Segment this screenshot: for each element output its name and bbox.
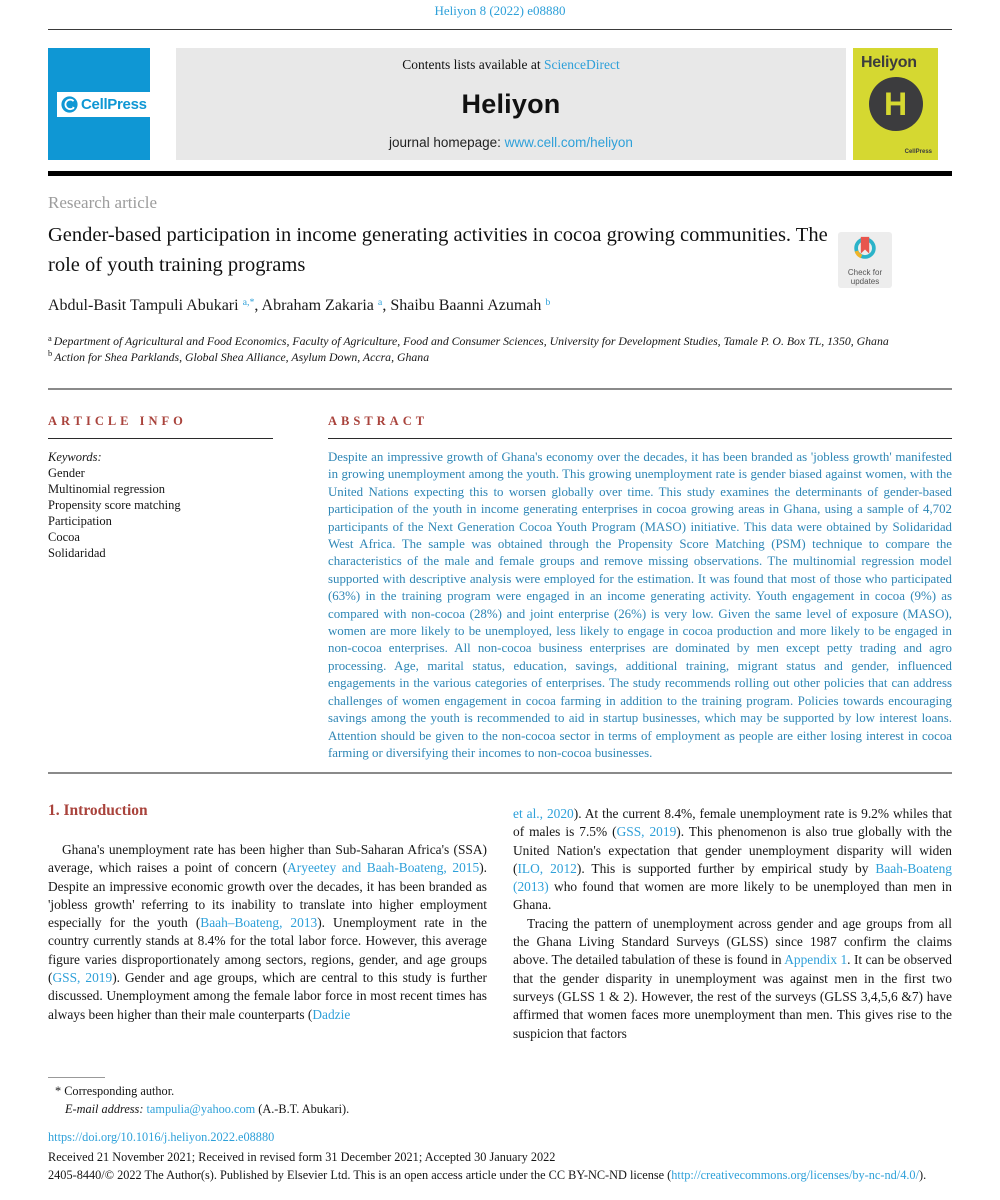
header-citation-link[interactable]: Heliyon 8 (2022) e08880 <box>434 3 566 18</box>
intro-column-right <box>513 805 952 1043</box>
footer-block <box>48 1129 952 1184</box>
affiliation-b: $^b$ Action for Shea Parklands, Global Shea Alliance, Asylum Down, Accra, Ghana <box>48 348 430 364</box>
text-segment: who found that women are more likely to be unemployed than men in Ghana. <box>513 879 952 913</box>
authors-line <box>48 297 828 315</box>
inline-link[interactable]: GSS, 2019 <box>616 824 677 840</box>
contents-line <box>402 57 619 73</box>
abstract-column <box>328 414 952 762</box>
keyword-item: Propensity score matching <box>48 498 181 512</box>
text-segment: ). At the current 8.4%, female unemployment rate is 9.2% whiles that of males is 7.5% ( <box>513 806 952 840</box>
text-segment: Abdul-Basit Tampuli Abukari <box>48 297 243 314</box>
license-line <box>48 1167 952 1184</box>
journal-name: Heliyon <box>461 88 561 119</box>
text-segment: (A.-B.T. Abukari). <box>255 1102 350 1116</box>
inline-link[interactable]: ScienceDirect <box>544 57 620 72</box>
text-segment: Ghana's unemployment rate has been higher than Sub-Saharan Africa's (SSA) average, which raises a point of concern ( <box>48 842 487 876</box>
divider-bar <box>48 171 952 176</box>
inline-link[interactable]: ILO, 2012 <box>517 860 577 876</box>
inline-link[interactable]: Dadzie <box>312 1006 351 1022</box>
received-line: Received 21 November 2021; Received in revised form 31 December 2021; Accepted 30 January 2022 <box>48 1149 556 1164</box>
footnote-rule <box>48 1077 105 1078</box>
section-divider-top <box>48 388 952 390</box>
inline-link[interactable]: et al., 2020 <box>513 806 574 821</box>
affiliation-a: $^a$ Department of Agricultural and Food Economics, Faculty of Agriculture, Food and Consumer Sciences, University for Development Studies, Tamale P. O. Box TL, 1350, Ghana <box>48 332 889 348</box>
inline-link[interactable]: www.cell.com/heliyon <box>504 135 633 150</box>
text-segment: . It can be observed that the gender disparity in unemployment was against men in the first two surveys (GLSS 1 & 2). However, the rest of the surveys (GLSS 3,4,5,6 &7) have affirmed that women faces more unemployment than men. This gives rise to the suspicion that factors <box>513 952 952 1041</box>
cover-publisher: CellPress <box>904 149 932 155</box>
inline-link[interactable]: tampulia@yahoo.com <box>146 1102 256 1116</box>
text-segment: a,* <box>242 296 255 308</box>
heliyon-cover[interactable] <box>853 48 938 160</box>
cellpress-strip <box>57 92 150 117</box>
inline-link[interactable]: GSS, 2019 <box>52 970 113 986</box>
intro-paragraph-2 <box>513 805 952 915</box>
corresponding-author-note: * Corresponding author. <box>55 1084 175 1098</box>
text-segment: journal homepage: <box>389 135 505 150</box>
text-segment: ). <box>918 1168 927 1182</box>
check-updates-badge[interactable] <box>838 232 892 288</box>
keyword-item: Multinomial regression <box>48 482 165 496</box>
text-segment: ). Despite an impressive economic growth over the decades, it has been branded as 'jobless growth' referring to its inability to translate into higher employment especially for the youth ( <box>48 860 487 931</box>
article-info-heading: ARTICLE INFO <box>48 414 273 439</box>
cellpress-logo[interactable] <box>48 48 150 160</box>
intro-heading: 1. Introduction <box>48 802 148 819</box>
abstract-text: Despite an impressive growth of Ghana's economy over the decades, it has been branded as 'jobless growth' manifested in growing unemployment among the youth. This growing unemployment rate is gender biased against women, with the United Nations expecting this to worsen globally over time. This study examines the determinants of gender-based participation of the youth in income generating enterprises in cocoa growing areas in Ghana, using a sample of 4,702 participants of the Next Generation Cocoa Youth Program (MASO) initiative. This data were obtained by Solidaridad West Africa. The sample was obtained through the Propensity Score Matching (PSM) technique to compare the characteristics of the male and female groups and remove missing observations. The multinomial regression model supported with descriptive analysis were employed for the estimation. It was found that most of those who participated (63%) in the training program were engaged in an income generating activity. Youth engagement in cocoa (9%) as compared with non-cocoa (28%) and joint enterprise (26%) is very low. Given the same level of exposure (MASO), women are more likely to be unemployed, less likely to engage in cocoa production and more likely to be engaged in non-cocoa enterprises. All non-cocoa business enterprises are dominated by men except petty trading and agro processing. Age, marital status, education, savings, additional training, migrant status and gender, influenced engagements in the various categories of enterprises. The study recommends rolling out other policies that can address challenges of women engagement in cocoa farming in addition to the training program. Policies towards encouraging savings among the youth is recommended to aid in startup businesses, which may be supported by low interest loans. Attention should be given to the non-cocoa sector in terms of employment as people are either losing interest in cocoa farming or diversifying their incomes to non-cocoa businesses. <box>328 450 952 760</box>
homepage-line <box>389 135 633 150</box>
text-segment: a <box>377 296 383 308</box>
article-type-label: Research article <box>48 193 158 212</box>
inline-link[interactable]: Appendix 1 <box>784 952 848 968</box>
intro-column-left <box>48 802 487 1024</box>
text-segment: 2405-8440/© 2022 The Author(s). Published by Elsevier Ltd. This is an open access article under the CC BY-NC-ND license ( <box>48 1168 672 1182</box>
doi-link[interactable]: https://doi.org/10.1016/j.heliyon.2022.e08880 <box>48 1130 275 1144</box>
keywords-label: Keywords: <box>48 450 102 464</box>
text-segment: , Shaibu Baanni Azumah <box>382 297 546 314</box>
keyword-item: Participation <box>48 514 112 528</box>
keyword-item: Solidaridad <box>48 546 106 560</box>
inline-link[interactable]: http://creativecommons.org/licenses/by-nc-nd/4.0/ <box>671 1168 919 1182</box>
email-line <box>48 1102 748 1117</box>
affiliations <box>48 334 952 365</box>
keyword-item: Gender <box>48 466 85 480</box>
intro-paragraph-3 <box>513 915 952 1043</box>
cover-title: Heliyon <box>861 54 917 71</box>
inline-link[interactable]: Aryeetey and Baah-Boateng, 2015 <box>287 860 480 876</box>
keyword-item: Cocoa <box>48 530 80 544</box>
text-segment: Contents lists available at <box>402 57 544 72</box>
footnote-block <box>48 1077 748 1117</box>
cellpress-icon <box>61 96 78 113</box>
inline-link[interactable]: Baah-Boateng (2013) <box>513 860 952 895</box>
text-segment: ). This is supported further by empirical study by <box>576 860 876 876</box>
text-segment: ). This phenomenon is also true globally with the United Nation's expectation that gender unemployment disparity will widen ( <box>513 824 952 876</box>
section-divider-bottom <box>48 772 952 774</box>
check-updates-icon <box>848 235 882 263</box>
text-segment: b <box>545 296 551 308</box>
intro-paragraph-1 <box>48 841 487 1024</box>
text-segment: , Abraham Zakaria <box>254 297 378 314</box>
text-segment: ). Gender and age groups, which are central to this study is further discussed. Unemployment among the female labor force in most recent times has always been higher than their male counterparts ( <box>48 970 487 1022</box>
inline-link[interactable]: Baah–Boateng, 2013 <box>200 915 318 931</box>
info-abstract-section <box>48 414 952 762</box>
text-segment: ). Unemployment rate in the country currently stands at 8.4% for the total labor force. However, this average figure varies disproportionately among sectors, regions, gender, and age groups ( <box>48 915 487 986</box>
cellpress-wordmark: CellPress <box>81 96 147 113</box>
text-segment: Tracing the pattern of unemployment across gender and age groups from all the Ghana Living Standard Surveys (GLSS) since 1987 confirm the claims above. The detailed tabulation of these is found in <box>513 915 952 968</box>
top-rule <box>48 29 952 30</box>
abstract-heading: ABSTRACT <box>328 414 952 439</box>
text-segment: E-mail address: <box>65 1102 147 1116</box>
check-updates-label: Check for updates <box>847 268 883 286</box>
article-info-column <box>48 414 273 762</box>
article-title: Gender-based participation in income generating activities in cocoa growing communities. The role of youth training programs <box>48 224 828 276</box>
cover-h-mark: H <box>869 77 923 131</box>
journal-banner <box>176 48 846 160</box>
